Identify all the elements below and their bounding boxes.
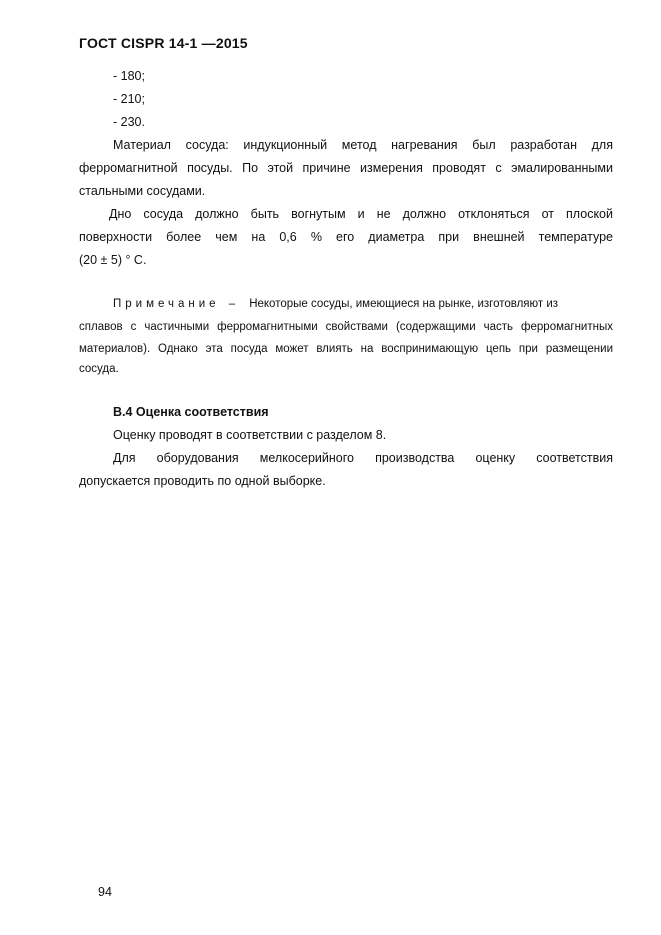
list-item: - 180; (113, 69, 145, 83)
paragraph-line: (20 ± 5) ° С. (79, 253, 147, 267)
paragraph-line: стальными сосудами. (79, 184, 206, 198)
note-dash: – (228, 298, 236, 310)
paragraph-line: Дно сосуда должно быть вогнутым и не должно отклоняться от плоской (109, 207, 613, 221)
paragraph-line: Оценку проводят в соответствии с разделом 8. (113, 428, 387, 442)
note-text: Некоторые сосуды, имеющиеся на рынке, изготовляют из (249, 298, 559, 310)
paragraph-line: поверхности более чем на 0,6 % его диаметра при внешней температуре (79, 230, 613, 244)
paragraph-line: допускается проводить по одной выборке. (79, 474, 326, 488)
document-header: ГОСТ CISPR 14-1 —2015 (79, 35, 248, 51)
list-item: - 230. (113, 115, 145, 129)
note-line: материалов). Однако эта посуда может влиять на воспринимающую цепь при размещении (79, 343, 613, 355)
list-item: - 210; (113, 92, 145, 106)
note-label: Примечание (113, 298, 220, 310)
page-number: 94 (98, 885, 112, 899)
note-first-line (113, 296, 613, 312)
section-heading: В.4 Оценка соответствия (113, 405, 269, 419)
note-line: сплавов с частичными ферромагнитными свойствами (содержащими часть ферромагнитных (79, 321, 613, 333)
paragraph-line: Материал сосуда: индукционный метод нагревания был разработан для (113, 138, 613, 152)
paragraph-line: ферромагнитной посуды. По этой причине измерения проводят с эмалированными (79, 161, 613, 175)
note-line: сосуда. (79, 363, 119, 375)
paragraph-line: Для оборудования мелкосерийного производства оценку соответствия (113, 451, 613, 465)
